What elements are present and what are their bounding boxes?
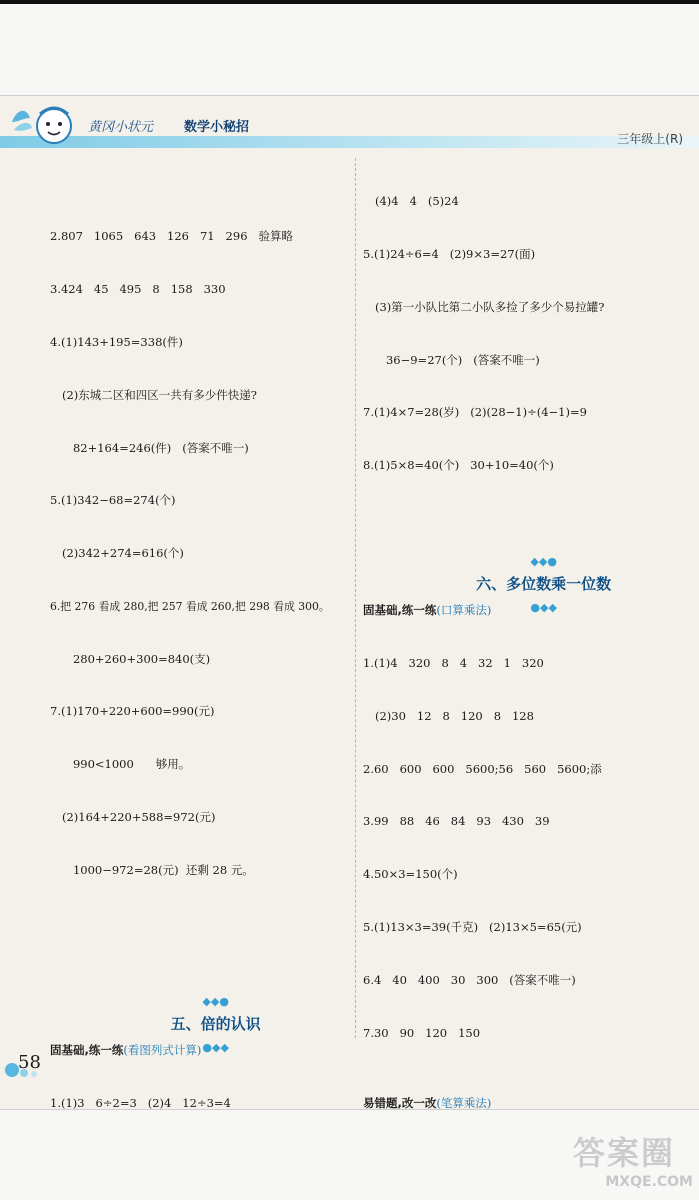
answer-line: (2)东城二区和四区一共有多少件快递?: [62, 387, 257, 402]
section-dots-icon: ◆◆●: [202, 995, 229, 1009]
brand-subtitle: 数学小秘招: [184, 120, 250, 135]
section-dots-icon: ●◆◆: [202, 1041, 229, 1055]
block-label: 易错题,改一改: [363, 1095, 437, 1110]
column-divider: [355, 158, 356, 1038]
answer-line: 3.424 45 495 8 158 330: [50, 282, 226, 297]
grade-label: 三年级上(R): [617, 132, 683, 146]
answer-line: (2)30 12 8 120 8 128: [375, 708, 534, 723]
answer-line: 7.(1)4×7=28(岁) (2)(28−1)÷(4−1)=9: [363, 405, 587, 420]
section-title-6: ◆◆● 六、多位数乘一位数 ●◆◆: [476, 555, 612, 615]
answer-line: (2)164+220+588=972(元): [62, 809, 216, 824]
answer-line: 4.(1)143+195=338(件): [50, 334, 183, 349]
brand-name: 黄冈小状元: [88, 120, 154, 135]
answer-line: 7.30 90 120 150: [363, 1025, 481, 1040]
answer-line: 2.807 1065 643 126 71 296 验算略: [50, 229, 293, 244]
section-title-5: ◆◆● 五、倍的认识 ●◆◆: [170, 995, 261, 1055]
block-sublabel: (看图列式计算): [123, 1043, 202, 1058]
page-number: 58: [18, 1052, 41, 1073]
mascot-logo-icon: [10, 100, 74, 152]
answer-line: 280+260+300=840(支): [62, 651, 211, 666]
section-dots-icon: ◆◆●: [530, 555, 557, 569]
watermark-text: 答案圈: [573, 1134, 676, 1172]
answer-line: 5.(1)13×3=39(千克) (2)13×5=65(元): [363, 919, 582, 934]
top-status-bar: [0, 0, 699, 4]
right-column: [363, 158, 693, 1110]
answer-line: 1.(1)3 6÷2=3 (2)4 12÷3=4: [50, 1095, 231, 1110]
answer-line: 1.(1)4 320 8 4 32 1 320: [363, 656, 544, 671]
page-header: [0, 96, 699, 156]
block-label: 固基础,练一练: [50, 1043, 124, 1058]
answer-line: 6.4 40 400 30 300 (答案不唯一): [363, 972, 576, 987]
answer-line: 82+164=246(件) (答案不唯一): [62, 440, 249, 455]
answer-line: 7.(1)170+220+600=990(元): [50, 704, 215, 719]
answer-line: 2.60 600 600 5600;56 560 5600;添: [363, 761, 602, 776]
answer-line: 3.99 88 46 84 93 430 39: [363, 814, 550, 829]
answer-line: 5.(1)24÷6=4 (2)9×3=27(面): [363, 246, 536, 261]
answer-line: 8.(1)5×8=40(个) 30+10=40(个): [363, 458, 554, 473]
block-sublabel: (笔算乘法): [436, 1095, 492, 1110]
answer-lines-top-left: [50, 193, 350, 914]
left-column: [50, 158, 350, 1110]
answer-line: 990<1000 够用。: [62, 757, 191, 772]
answer-line: (3)第一小队比第二小队多捡了多少个易拉罐?: [375, 299, 605, 314]
block-sublabel: (口算乘法): [436, 603, 492, 618]
answer-line: (2)342+274=616(个): [62, 546, 184, 561]
header-band: [0, 136, 699, 148]
answer-line: 1000−972=28(元) 还剩 28 元。: [62, 862, 254, 877]
textbook-page: [0, 95, 699, 1110]
answer-line: 5.(1)342−68=274(个): [50, 493, 176, 508]
watermark-url: MXQE.COM: [605, 1174, 693, 1190]
answer-line: 4.50×3=150(个): [363, 867, 458, 882]
answer-line: (4)4 4 (5)24: [375, 194, 459, 209]
site-watermark: [573, 1128, 693, 1194]
section-dots-icon: ●◆◆: [530, 601, 557, 615]
answer-line: 36−9=27(个) (答案不唯一): [375, 352, 540, 367]
block-label: 固基础,练一练: [363, 603, 437, 618]
answer-line: 6.把 276 看成 280,把 257 看成 260,把 298 看成 300。: [50, 599, 330, 613]
